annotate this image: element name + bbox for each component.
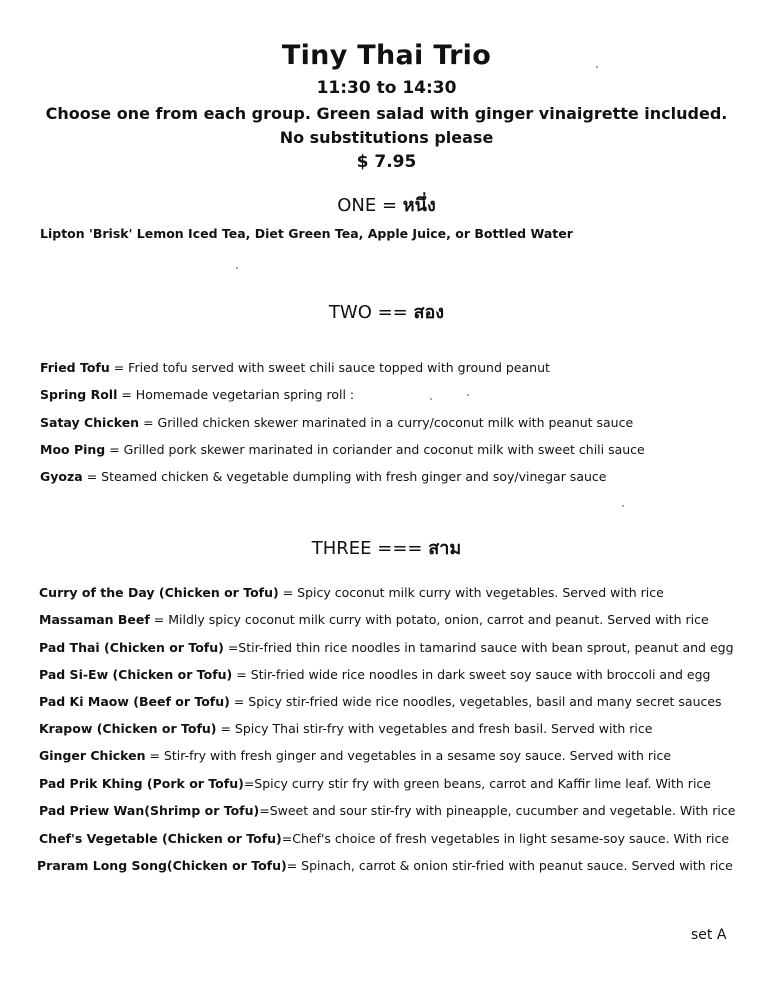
substitution-note: No substitutions please [279, 128, 494, 147]
menu-instructions: Choose one from each group. Green salad with ginger vinaigrette included. [45, 104, 728, 123]
item-desc: = Spicy stir-fried wide rice noodles, vegetables, basil and many secret sauces [229, 694, 722, 709]
scan-speck [596, 66, 598, 68]
list-item [40, 469, 606, 485]
item-name: Pad Thai (Chicken or Tofu) [39, 640, 224, 655]
list-item [39, 721, 652, 737]
item-name: Pad Si-Ew (Chicken or Tofu) [39, 667, 233, 682]
item-desc: = Mildly spicy coconut milk curry with potato, onion, carrot and peanut. Served with rice [149, 612, 709, 627]
item-name: Spring Roll [40, 387, 118, 402]
item-desc: =Chef's choice of fresh vegetables in light sesame-soy sauce. With rice [281, 831, 730, 846]
list-item [40, 387, 354, 403]
list-item [40, 415, 633, 431]
item-desc: = Grilled pork skewer marinated in coriander and coconut milk with sweet chili sauce [105, 442, 645, 457]
item-name: Curry of the Day (Chicken or Tofu) [39, 585, 279, 600]
item-name: Pad Prik Khing (Pork or Tofu) [39, 776, 244, 791]
group-two-label: TWO == [328, 302, 408, 323]
list-item [39, 748, 671, 764]
item-desc: = Stir-fried wide rice noodles in dark sweet soy sauce with broccoli and egg [232, 667, 711, 682]
group-three-heading [0, 533, 773, 562]
item-desc: = Spicy Thai stir-fry with vegetables and fresh basil. Served with rice [216, 721, 653, 736]
item-name: Massaman Beef [39, 612, 150, 627]
group-three-label: THREE === [311, 538, 423, 559]
item-name: Moo Ping [40, 442, 106, 457]
list-item [39, 585, 664, 601]
item-desc: =Spicy curry stir fry with green beans, carrot and Kaffir lime leaf. With rice [243, 776, 711, 791]
item-name: Pad Ki Maow (Beef or Tofu) [39, 694, 230, 709]
group-one-heading [0, 190, 773, 219]
scan-speck [622, 505, 624, 507]
list-item [39, 803, 735, 819]
item-desc: = Homemade vegetarian spring roll : [117, 387, 355, 402]
item-name: Ginger Chicken [39, 748, 146, 763]
menu-price: $ 7.95 [356, 152, 417, 172]
list-item [40, 360, 550, 376]
item-desc: = Steamed chicken & vegetable dumpling with fresh ginger and soy/vinegar sauce [82, 469, 607, 484]
group-one-drinks: Lipton 'Brisk' Lemon Iced Tea, Diet Green Tea, Apple Juice, or Bottled Water [40, 226, 573, 241]
item-name: Praram Long Song(Chicken or Tofu) [37, 858, 287, 873]
group-two-thai: สอง [413, 302, 445, 323]
list-item [39, 640, 734, 656]
list-item [39, 831, 729, 847]
list-item [39, 776, 711, 792]
set-label: set A [691, 927, 727, 943]
item-name: Satay Chicken [40, 415, 140, 430]
list-item [40, 442, 645, 458]
scan-speck [430, 398, 432, 400]
item-desc: = Grilled chicken skewer marinated in a curry/coconut milk with peanut sauce [139, 415, 634, 430]
scan-speck [236, 267, 238, 269]
list-item [39, 694, 722, 710]
item-name: Pad Priew Wan(Shrimp or Tofu) [39, 803, 260, 818]
scan-speck [467, 394, 469, 396]
item-desc: = Spicy coconut milk curry with vegetables. Served with rice [278, 585, 664, 600]
item-desc: = Stir-fry with fresh ginger and vegetables in a sesame soy sauce. Served with rice [145, 748, 672, 763]
group-two-heading [0, 297, 773, 326]
item-name: Krapow (Chicken or Tofu) [39, 721, 217, 736]
item-name: Gyoza [40, 469, 83, 484]
list-item [39, 667, 711, 683]
list-item [39, 612, 709, 628]
item-name: Chef's Vegetable (Chicken or Tofu) [39, 831, 282, 846]
item-desc: = Spinach, carrot & onion stir-fried with peanut sauce. Served with rice [286, 858, 733, 873]
item-name: Fried Tofu [40, 360, 110, 375]
item-desc: = Fried tofu served with sweet chili sauce topped with ground peanut [109, 360, 550, 375]
menu-title: Tiny Thai Trio [281, 40, 492, 71]
list-item [37, 858, 733, 874]
item-desc: =Sweet and sour stir-fry with pineapple, cucumber and vegetable. With rice [259, 803, 736, 818]
item-desc: =Stir-fried thin rice noodles in tamarind sauce with bean sprout, peanut and egg [223, 640, 734, 655]
group-one-thai: หนึ่ง [402, 195, 436, 216]
group-one-label: ONE = [337, 195, 398, 216]
group-three-thai: สาม [428, 538, 462, 559]
service-hours: 11:30 to 14:30 [316, 78, 457, 98]
